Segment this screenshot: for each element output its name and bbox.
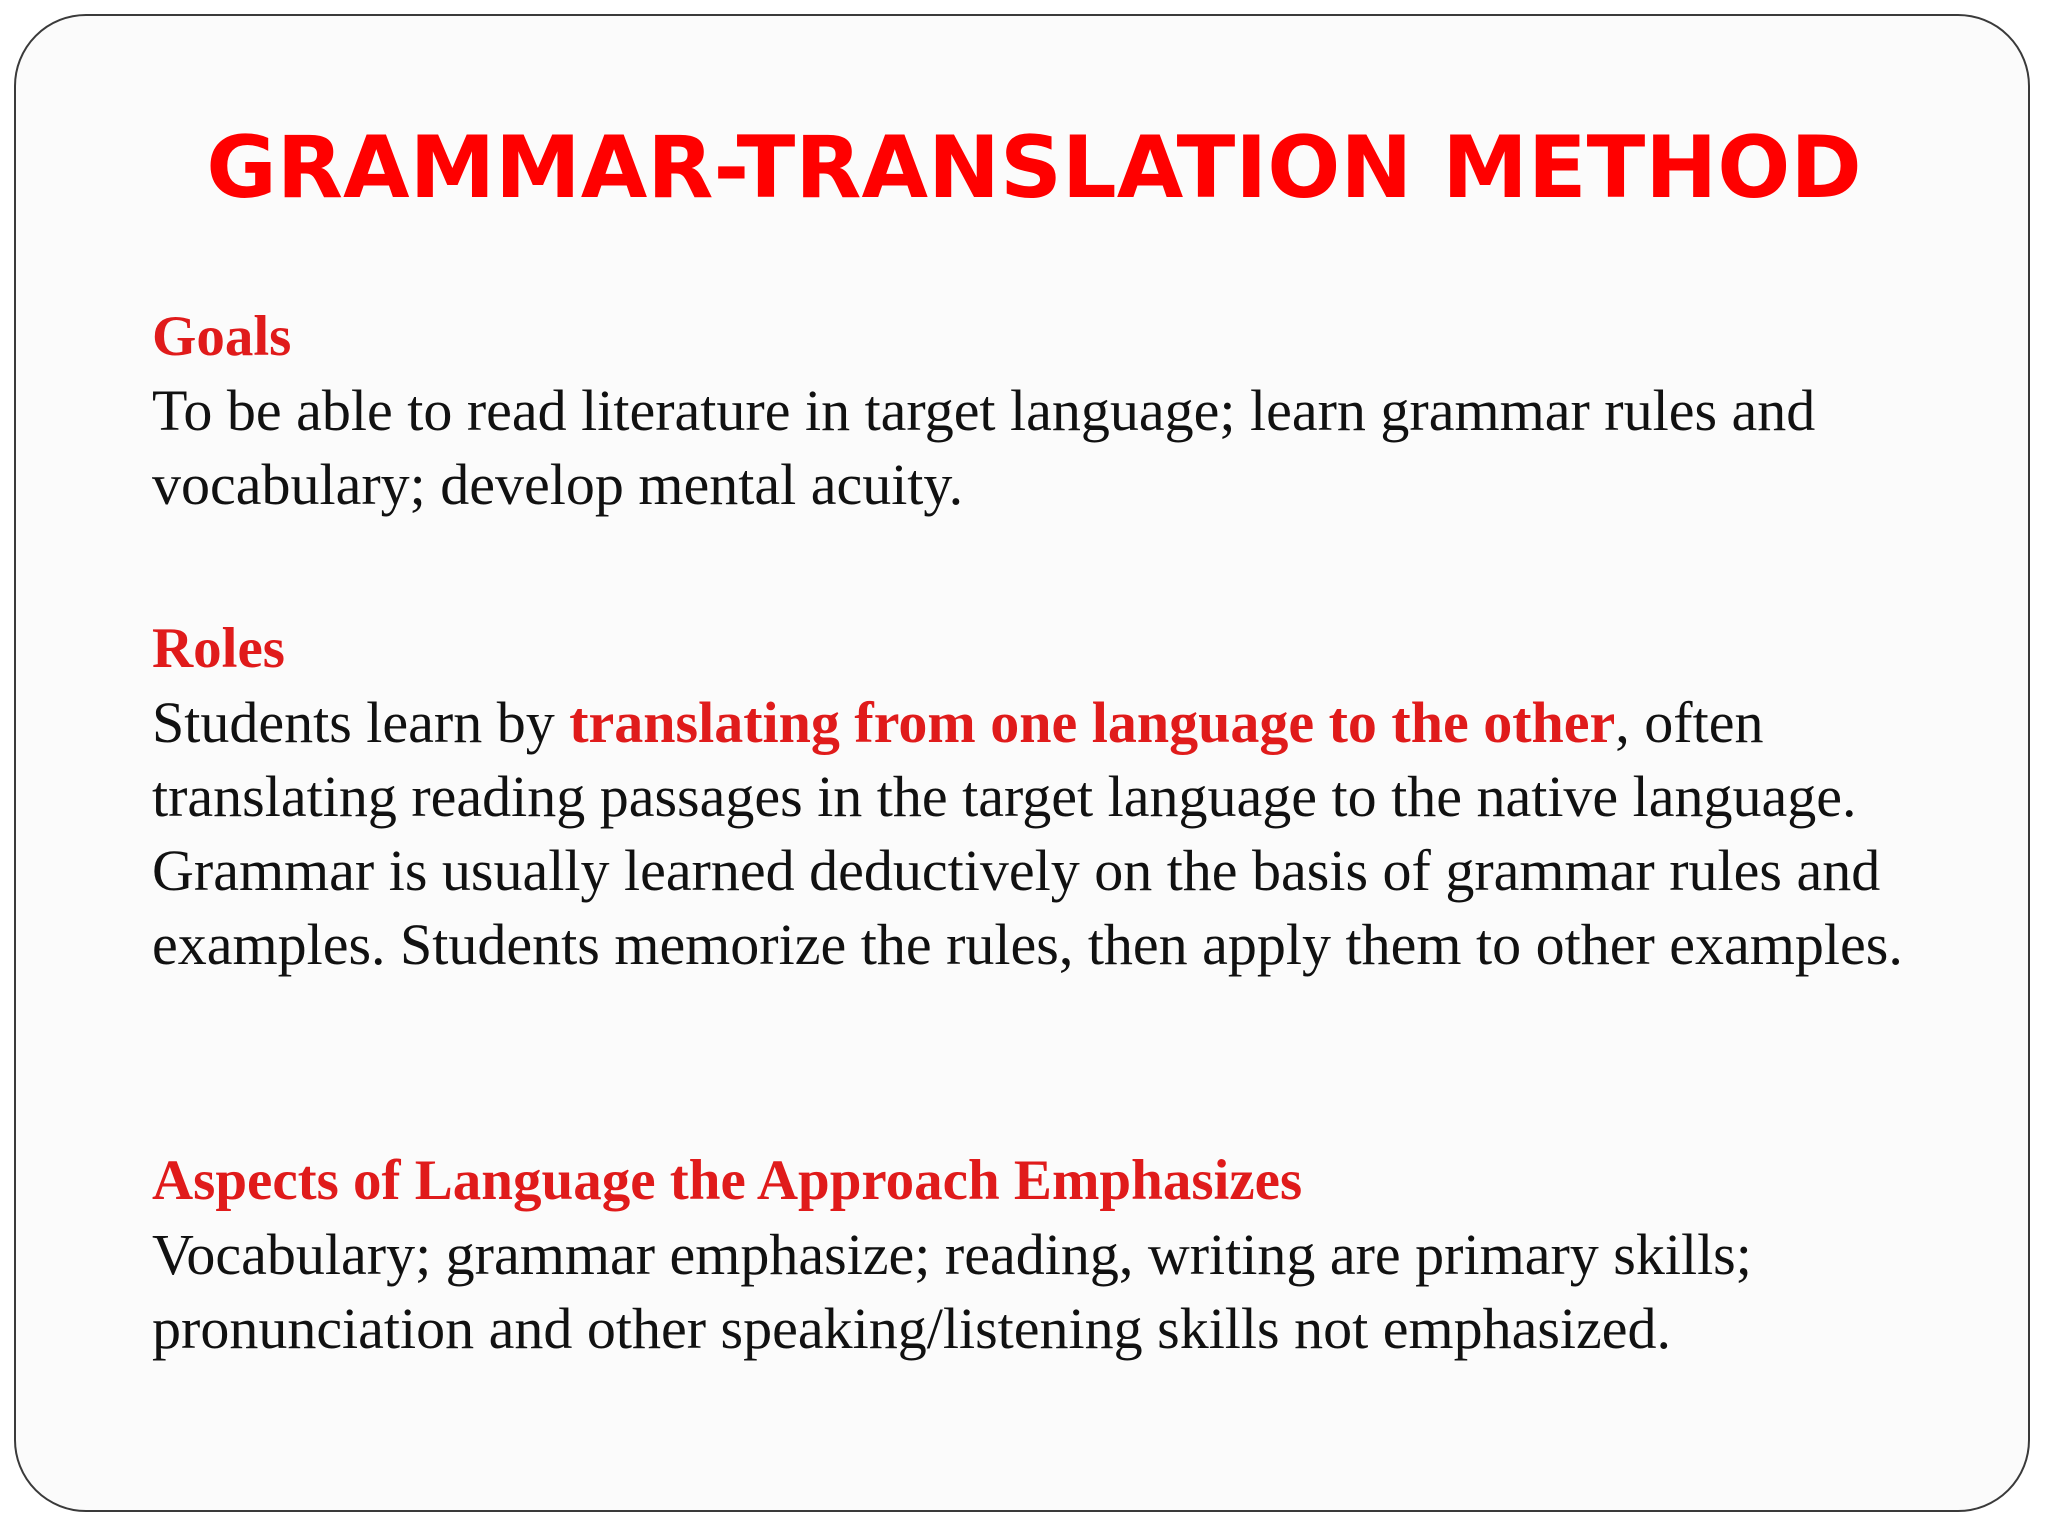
slide-title: GRAMMAR-TRANSLATION METHOD xyxy=(206,118,1862,218)
aspects-body: Vocabulary; grammar emphasize; reading, writing are primary skills; pronunciation and other speaking/listening skills not emphasized. xyxy=(152,1222,1752,1361)
aspects-heading: Aspects of Language the Approach Emphasizes xyxy=(152,1149,1303,1212)
section-goals xyxy=(152,300,1952,522)
section-aspects xyxy=(152,1144,1952,1366)
section-roles xyxy=(152,612,1952,982)
roles-body xyxy=(152,686,1952,982)
roles-body-highlight: translating from one language to the other xyxy=(569,690,1616,755)
roles-heading: Roles xyxy=(152,617,285,680)
goals-body: To be able to read literature in target language; learn grammar rules and vocabulary; develop mental acuity. xyxy=(152,378,1816,517)
roles-body-intro: Students learn by xyxy=(152,690,570,755)
roles-body-rest: , often translating reading passages in the target language to the native language. Grammar is usually learned deductively on the basis of grammar rules and examples. Students memorize the rules, then apply them to other examples. xyxy=(152,690,1903,977)
goals-heading: Goals xyxy=(152,305,292,368)
